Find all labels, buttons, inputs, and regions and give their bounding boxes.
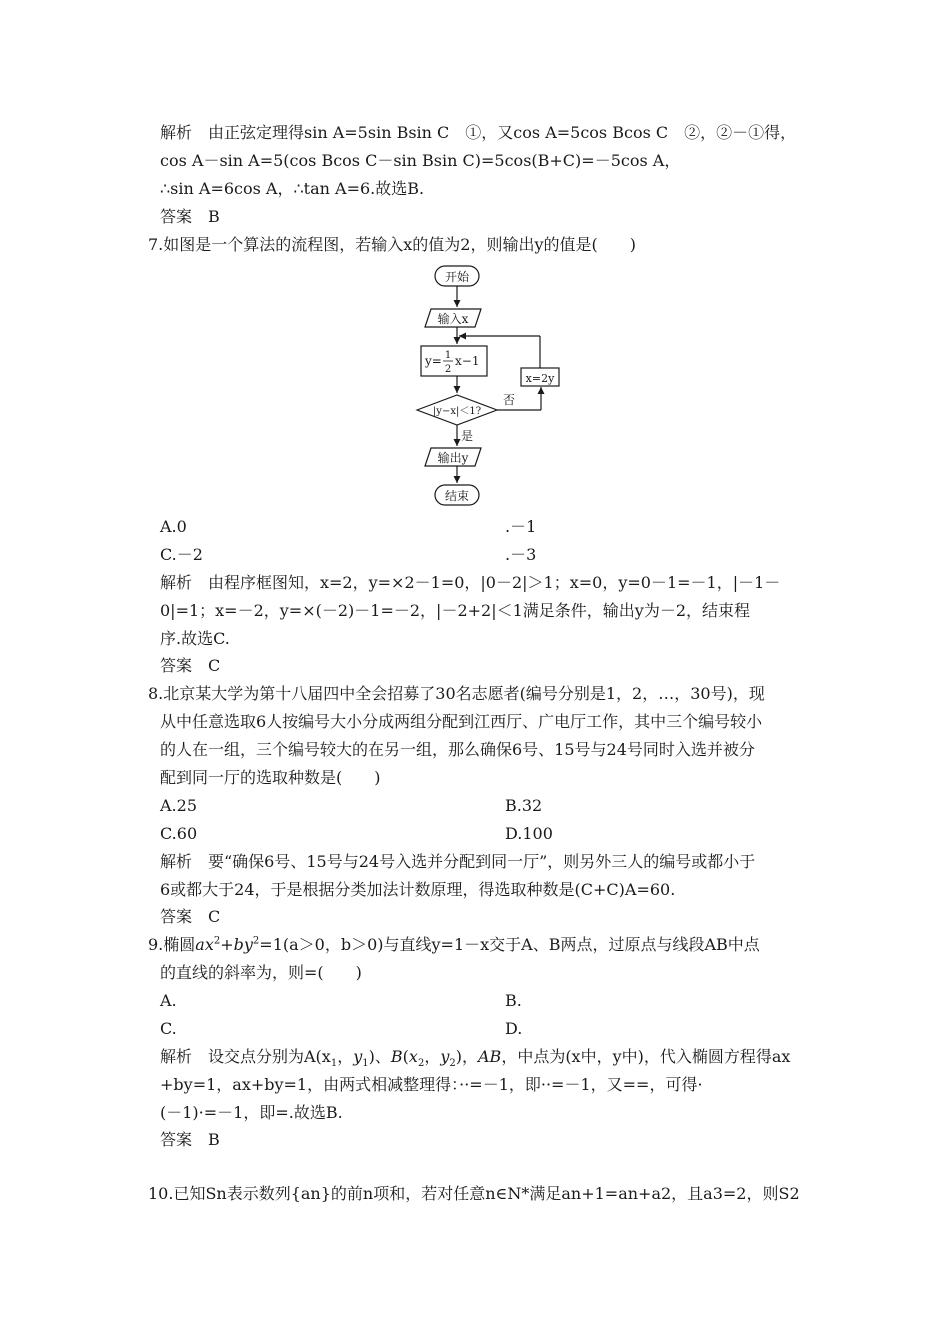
flow-decision-label: |y−x|＜1? <box>432 406 482 417</box>
flow-yes-label: 是 <box>461 429 474 443</box>
q8-stem-line3: 的人在一组，三个编号较大的在另一组，那么确保6号、15号与24号同时入选并被分 <box>160 740 755 759</box>
q6-solution-line3: ∴sin A=6cos A，∴tan A=6.故选B. <box>160 179 425 198</box>
q9-option-d: D. <box>505 1019 523 1038</box>
q9-solution-pre: 解析 设交点分别为A(x <box>160 1047 331 1066</box>
q8-solution-line1: 解析 要“确保6号、15号与24号入选并分配到同一厅”，则另外三人的编号或都小于 <box>160 852 756 871</box>
q7-option-a: A.0 <box>160 517 187 536</box>
q9-stem-rest: (a＞0，b＞0)与直线y=1－x交于A、B两点，过原点与线段AB中点 <box>282 935 760 954</box>
flow-output-label: 输出y <box>437 451 469 465</box>
q7-solution-line1: 解析 由程序框图知，x=2，y=×2－1=0，|0－2|＞1；x=0，y=0－1=－1，|－1－ <box>160 573 781 592</box>
flow-update-label: x=2y <box>525 372 555 385</box>
flow-no-label: 否 <box>503 393 516 407</box>
q6-solution-line1: 解析 由正弦定理得sin A=5sin Bsin C ①，又cos A=5cos Bcos C ②，②－①得， <box>160 123 797 142</box>
q8-stem-line4: 配到同一厅的选取种数是( ) <box>160 768 381 787</box>
q8-option-c: C.60 <box>160 824 198 843</box>
q6-solution-line2: cos A－sin A=5(cos Bcos C－sin Bsin C)=5cos(B+C)=－5cos A， <box>160 151 681 170</box>
q8-option-a: A.25 <box>160 796 197 815</box>
flow-start-label: 开始 <box>444 270 470 284</box>
q7-stem: 7.如图是一个算法的流程图，若输入x的值为2，则输出y的值是( ) <box>148 235 636 254</box>
q8-option-b: B.32 <box>505 796 543 815</box>
q8-option-d: D.100 <box>505 824 553 843</box>
flow-end-label: 结束 <box>444 489 470 503</box>
q9-option-a: A. <box>160 991 177 1010</box>
flow-assign-frac-num: 1 <box>444 350 452 361</box>
q9-stem-line1 <box>148 934 760 956</box>
q9-solution-rest: ，中点为(x中，y中)，代入椭圆方程得ax <box>501 1047 791 1066</box>
q7-option-c: C.－2 <box>160 545 203 564</box>
q9-answer: 答案 B <box>160 1130 220 1149</box>
q9-option-b: B. <box>505 991 522 1010</box>
q8-stem-line1: 8.北京某大学为第十八届四中全会招募了30名志愿者(编号分别是1，2，…，30号)，现 <box>148 684 765 703</box>
q10-stem: 10.已知Sn表示数列{an}的前n项和，若对任意n∈N*满足an+1=an+a2，且a3=2，则S2 <box>148 1184 800 1203</box>
q7-answer: 答案 C <box>160 656 221 675</box>
q6-answer: 答案 B <box>160 207 220 226</box>
q8-stem-line2: 从中任意选取6人按编号大小分成两组分配到江西厅、广电厅工作，其中三个编号较小 <box>160 712 763 731</box>
q7-option-d: .－3 <box>505 545 537 564</box>
flow-assign-lhs: y= <box>425 354 442 368</box>
q9-stem-line2: 的直线的斜率为，则=( ) <box>160 963 362 982</box>
flow-assign-rhs: x−1 <box>455 354 480 368</box>
q9-option-c: C. <box>160 1019 177 1038</box>
flow-input-label: 输入x <box>437 312 469 326</box>
q7-option-b: .－1 <box>505 517 537 536</box>
q9-equation: $ax^2+by^2=1$ <box>195 935 283 954</box>
q7-solution-line3: 序.故选C. <box>160 629 230 648</box>
q7-flowchart <box>405 262 575 512</box>
q8-answer: 答案 C <box>160 907 221 926</box>
q9-solution-line3: (－1)·=－1，即=.故选B. <box>160 1103 343 1122</box>
q9-number: 9.椭圆 <box>148 935 196 954</box>
q7-solution-line2: 0|=1；x=－2，y=×(－2)－1=－2，|－2+2|＜1满足条件，输出y为－2，结束程 <box>160 601 750 620</box>
q8-solution-line2: 6或都大于24，于是根据分类加法计数原理，得选取种数是(C+C)A=60. <box>160 880 676 899</box>
q9-solution-line2: +by=1，ax+by=1，由两式相减整理得：··=－1，即··=－1，又==，可得· <box>160 1075 703 1094</box>
flow-assign-frac-den: 2 <box>444 364 452 375</box>
q9-solution-line1: 解析 设交点分别为$A(x_1$，$y_1$)、$B(x_2$，$y_2$)，AB，中点为(x中，y中)，代入椭圆方程得ax <box>160 1047 791 1070</box>
